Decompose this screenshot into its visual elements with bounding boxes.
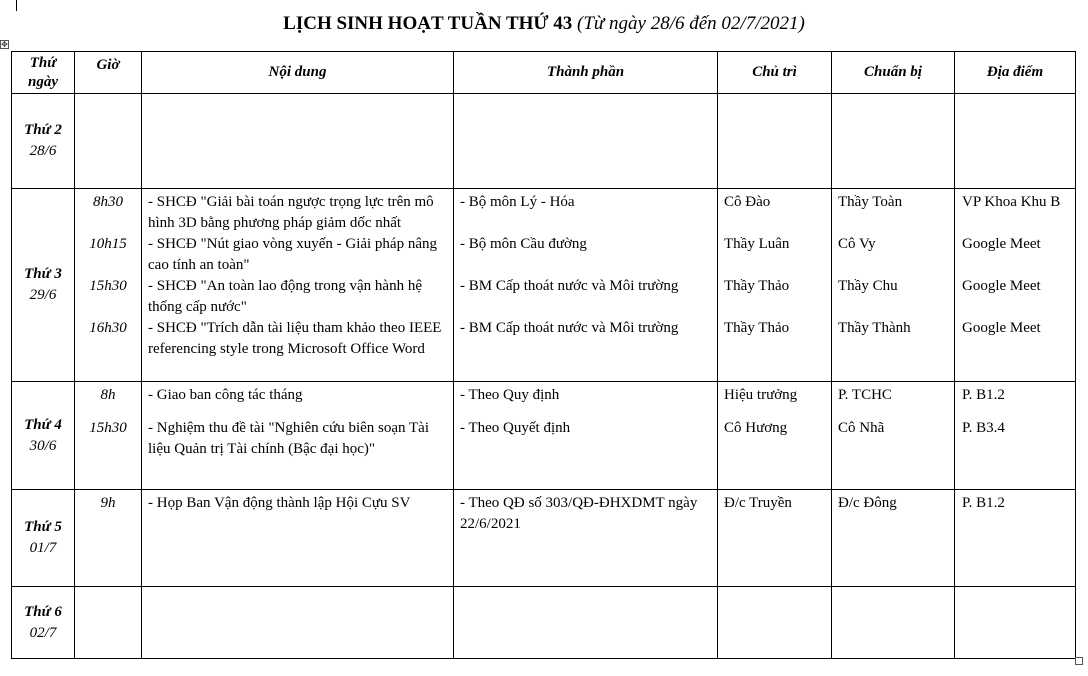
event-location: VP Khoa Khu B [962,194,1061,210]
event-location-cell [955,587,1076,659]
header-day-line2: ngày [28,73,58,90]
day-row [12,490,1076,587]
event-content: - Giao ban công tác tháng [148,387,303,403]
time-cell [75,587,142,659]
event-time: 8h [100,387,116,403]
event-location: Google Meet [962,278,1041,294]
event-location: P. B1.2 [962,387,1005,403]
event-participants: - BM Cấp thoát nước và Môi trường [460,320,679,336]
page-title [0,13,1088,35]
day-cell [12,587,75,659]
day-date: 02/7 [29,624,57,641]
day-name: Thứ 6 [24,603,62,620]
day-cell [12,189,75,382]
event-time: 8h30 [93,194,123,210]
event-participants: - Theo Quy định [460,387,560,403]
event-location: Google Meet [962,320,1041,336]
event-content-cell [142,94,454,189]
header-location: Địa điểm [955,52,1076,94]
event-chair: Đ/c Truyền [724,495,792,511]
day-date: 01/7 [29,540,57,556]
event-chair-cell [718,94,832,189]
event-prep-cell [832,382,955,490]
event-location: Google Meet [962,236,1041,252]
event-prep-cell [832,189,955,382]
event-participants: - Bộ môn Lý - Hóa [460,194,575,210]
event-prep: Cô Vy [838,236,876,252]
event-content-cell [142,189,454,382]
day-row [12,587,1076,659]
event-location: P. B3.4 [962,420,1005,436]
time-cell [75,382,142,490]
event-time: 15h30 [89,278,127,294]
header-chair: Chủ trì [718,52,832,94]
event-chair-cell [718,382,832,490]
event-prep: Đ/c Đông [838,495,897,511]
event-content: - SHCĐ "Giải bài toán ngược trọng lực trên mô hình 3D bằng phương pháp giảm dốc nhất [148,194,434,231]
day-name: Thứ 4 [24,416,62,433]
event-prep: Thầy Toàn [838,194,903,210]
event-time: 9h [100,495,116,511]
event-content: - SHCĐ "Trích dẫn tài liệu tham khảo theo IEEE referencing style trong Microsoft Office Word [148,320,442,357]
day-row [12,94,1076,189]
header-day-line1: Thứ [29,54,57,71]
title-subtitle: (Từ ngày 28/6 đến 02/7/2021) [577,13,805,34]
event-location-cell [955,490,1076,587]
event-chair: Cô Hương [724,420,788,436]
day-row [12,189,1076,382]
time-cell [75,490,142,587]
header-time: Giờ [75,52,142,94]
header-content: Nội dung [142,52,454,94]
event-prep: Cô Nhã [838,420,885,436]
event-prep-cell [832,94,955,189]
event-participants-cell [454,189,718,382]
event-chair-cell [718,189,832,382]
event-participants-cell [454,382,718,490]
event-participants-cell [454,94,718,189]
event-participants-cell [454,490,718,587]
event-participants: - BM Cấp thoát nước và Môi trường [460,278,679,294]
event-content: - SHCĐ "Nút giao vòng xuyến - Giải pháp nâng cao tính an toàn" [148,236,437,273]
event-prep: Thầy Chu [838,278,898,294]
event-time: 10h15 [89,236,127,252]
event-participants: - Theo QĐ số 303/QĐ-ĐHXDMT ngày 22/6/2021 [460,495,698,532]
time-cell [75,94,142,189]
event-location-cell [955,189,1076,382]
day-cell [12,94,75,189]
title-main: LỊCH SINH HOẠT TUẦN THỨ 43 [283,13,573,34]
event-time: 15h30 [89,420,127,436]
day-date: 29/6 [29,287,57,303]
event-prep: Thầy Thành [838,320,911,336]
event-content-cell [142,490,454,587]
event-chair: Hiệu trưởng [724,387,798,403]
header-prep: Chuẩn bị [832,52,955,94]
day-name: Thứ 3 [24,266,62,282]
event-prep-cell [832,490,955,587]
event-chair: Thầy Thảo [724,278,790,294]
day-name: Thứ 5 [24,519,62,535]
schedule-table [11,51,1076,659]
text-cursor [16,0,17,11]
header-row [12,52,1076,94]
day-cell [12,490,75,587]
event-participants-cell [454,587,718,659]
move-handle-icon[interactable]: ✥ [1,40,8,49]
day-cell [12,382,75,490]
event-content-cell [142,382,454,490]
event-chair-cell [718,587,832,659]
event-time: 16h30 [89,320,127,336]
event-prep-cell [832,587,955,659]
header-participants: Thành phần [454,52,718,94]
event-participants: - Bộ môn Cầu đường [460,236,587,252]
event-location-cell [955,382,1076,490]
day-date: 30/6 [29,437,57,454]
event-content: - Họp Ban Vận động thành lập Hội Cựu SV [148,495,411,511]
event-chair-cell [718,490,832,587]
event-content: - Nghiệm thu đề tài "Nghiên cứu biên soạn Tài liệu Quản trị Tài chính (Bậc đại học)" [148,420,429,457]
event-participants: - Theo Quyết định [460,420,571,436]
event-location: P. B1.2 [962,495,1005,511]
event-chair: Thầy Thảo [724,320,790,336]
resize-handle-icon[interactable] [1075,657,1083,665]
event-content: - SHCĐ "An toàn lao động trong vận hành hệ thống cấp nước" [148,278,422,315]
day-name: Thứ 2 [24,122,62,138]
event-chair: Thầy Luân [724,236,790,252]
day-date: 28/6 [29,143,57,159]
event-location-cell [955,94,1076,189]
header-day [12,52,75,94]
event-chair: Cô Đào [724,194,771,210]
event-content-cell [142,587,454,659]
day-row [12,382,1076,490]
time-cell [75,189,142,382]
event-prep: P. TCHC [838,387,892,403]
